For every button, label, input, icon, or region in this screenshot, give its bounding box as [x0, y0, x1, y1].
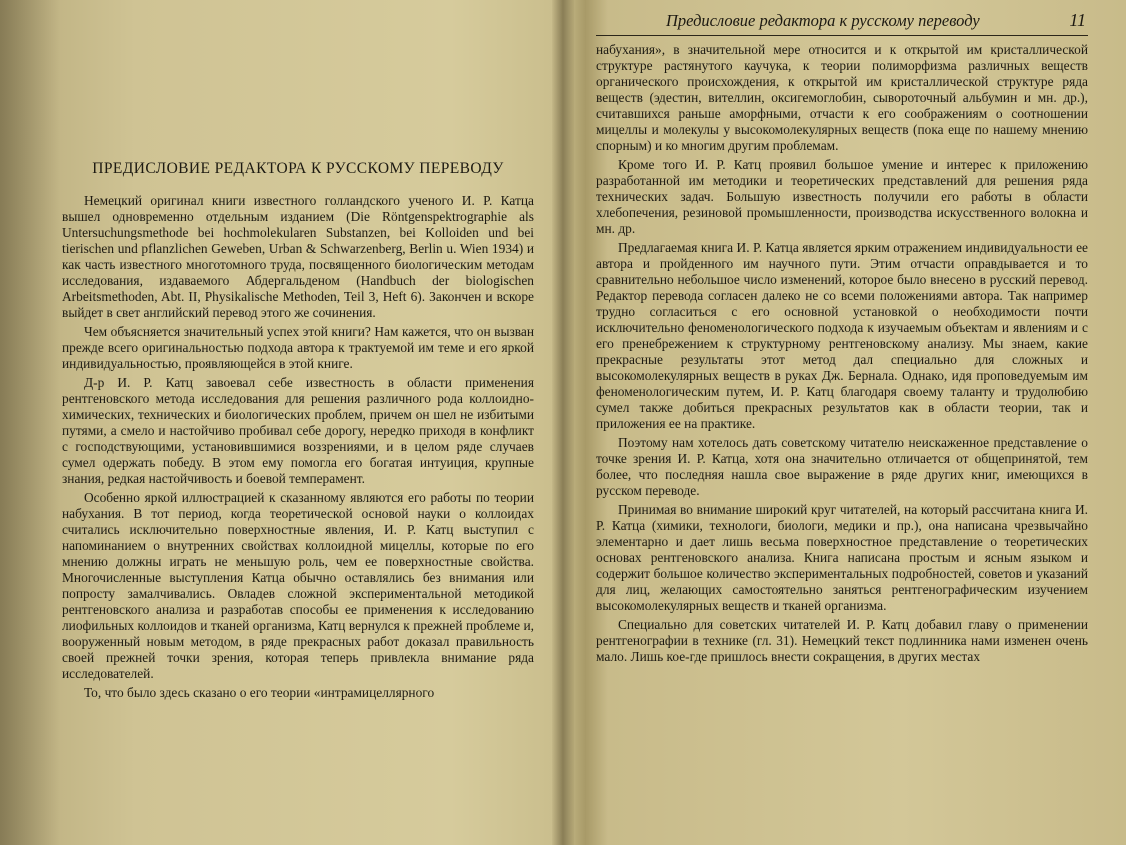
paragraph: набухания», в значительной мере относится и к открытой им кристаллической структуре растянутого каучука, к теории полиморфизма различных веществ органического происхождения, к открытой им кристаллической структуре ряда веществ (эдестин, вителлин, оксигемоглобин, сывороточный альбумин и мн. др.), считавшихся раньше аморфными, отчасти к его соображениям о соотношении мицеллы и молекулы у высокомолекулярных веществ (пока еще по нашему мнению спорным) и ко многим другим проблемам.	[596, 42, 1088, 153]
running-head-title: Предисловие редактора к русскому переводу	[666, 11, 980, 30]
paragraph: Предлагаемая книга И. Р. Катца является ярким отражением индивидуальности ее автора и пройденного им научного пути. Этим отчасти оправдывается и то сравнительно небольшое число изменений, которое было внесено в русский перевод. Редактор перевода согласен далеко не со всеми положениями автора. Так например трудно согласиться с его основной установкой о необходимости почти исключительно феноменологического подхода к изучаемым объектам и явлениям и с его пренебрежением к структурному рентгеновскому анализу. Мы знаем, какие прекрасные результаты этот метод дал специально для сложных и высокомолекулярных веществ в руках Дж. Бернала. Однако, идя проповедуемым им феноменологическим путем, И. Р. Катц благодаря своему таланту и трудолюбию сумел также добиться прекрасных результатов как в области теории, так и приложения ее на практике.	[596, 240, 1088, 431]
paragraph: Поэтому нам хотелось дать советскому читателю неискаженное представление о точке зрения И. Р. Катца, хотя она значительно отличается от общепринятой, тем более, что последняя нашла свое выражение в ряде других книг, имеющихся в русском переводе.	[596, 435, 1088, 498]
paragraph: Кроме того И. Р. Катц проявил большое умение и интерес к приложению разработанной им методики и теоретических представлений для решения ряда технических задач. Большую известность получили его работы в области хлебопечения, резиновой промышленности, производства искусственного волокна и мн. др.	[596, 157, 1088, 236]
right-page	[596, 10, 1088, 668]
paragraph: Специально для советских читателей И. Р. Катц добавил главу о применении рентгенографии в технике (гл. 31). Немецкий текст подлинника нами изменен очень мало. Лишь кое-где пришлось внести сокращения, в других местах	[596, 617, 1088, 664]
page-number: 11	[1069, 10, 1086, 30]
left-page	[62, 160, 534, 704]
paragraph: Чем объясняется значительный успех этой книги? Нам кажется, что он вызван прежде всего оригинальностью подхода автора к трактуемой им теме и его яркой индивидуальностью, проявляющейся в этой книге.	[62, 324, 534, 371]
paragraph: Немецкий оригинал книги известного голландского ученого И. Р. Катца вышел одновременно отдельным изданием (Die Röntgenspektrographie als Untersuchungsmethode bei hochmolekularen Substanzen, bei Kolloiden und bei tierischen und pflanzlichen Geweben, Urban & Schwarzenberg, Berlin u. Wien 1934) и как часть известного многотомного труда, посвященного биологическим методам исследования, издаваемого Абдергальденом (Handbuch der biologischen Arbeitsmethoden, Abt. II, Physikalische Methoden, Teil 3, Heft 6). Закончен и вскоре выйдет в свет английский перевод этого же сочинения.	[62, 193, 534, 320]
page-edge-shadow	[0, 0, 60, 845]
book-gutter	[552, 0, 574, 845]
paragraph: Принимая во внимание широкий круг читателей, на который рассчитана книга И. Р. Катца (химики, технологи, биологи, медики и пр.), она написана чрезвычайно элементарно и дает лишь весьма поверхностное представление о теоретических основах рентгеновского анализа. Книга написана простым и ясным языком и содержит большое количество экспериментальных подробностей, советов и указаний для лиц, желающих самостоятельно заняться рентгенографическим изучением высокомолекулярных веществ и тканей организма.	[596, 502, 1088, 613]
chapter-title: ПРЕДИСЛОВИЕ РЕДАКТОРА К РУССКОМУ ПЕРЕВОДУ	[92, 160, 504, 177]
paragraph: То, что было здесь сказано о его теории «интрамицеллярного	[84, 685, 435, 700]
paragraph: Д-р И. Р. Катц завоевал себе известность в области применения рентгеновского метода исследования для решения различного рода коллоидно-химических, технических и биологических проблем, причем он шел не избитыми путями, а смело и настойчиво пробивал себе дорогу, нередко приходя в конфликт с господствующими, установившимися воззрениями, и в целом ряде случаев сумел одержать победу. В этом ему помогла его богатая интуиция, крупные знания, редкая настойчивость и боевой темперамент.	[62, 375, 534, 486]
running-head	[596, 10, 1088, 36]
paragraph: Особенно яркой иллюстрацией к сказанному являются его работы по теории набухания. В тот период, когда теоретической основой науки о коллоидах считались исключительно поверхностные явления, И. Р. Катц выступил с напоминанием о внутренних свойствах коллоидной мицеллы, которые по его мнению должны играть не меньшую роль, чем ее поверхностные свойства. Многочисленные выступления Катца обычно оставлялись без внимания или попросту замалчивались. Овладев сложной экспериментальной методикой рентгеновского анализа и разработав способы ее применения к исследованию лиофильных коллоидов и тканей организма, Катц вернулся к прежней проблеме и, вооруженный новым методом, в ряде прекрасных работ доказал правильность своей прежней точки зрения, которая теперь привлекла внимание ряда исследователей.	[62, 490, 534, 681]
